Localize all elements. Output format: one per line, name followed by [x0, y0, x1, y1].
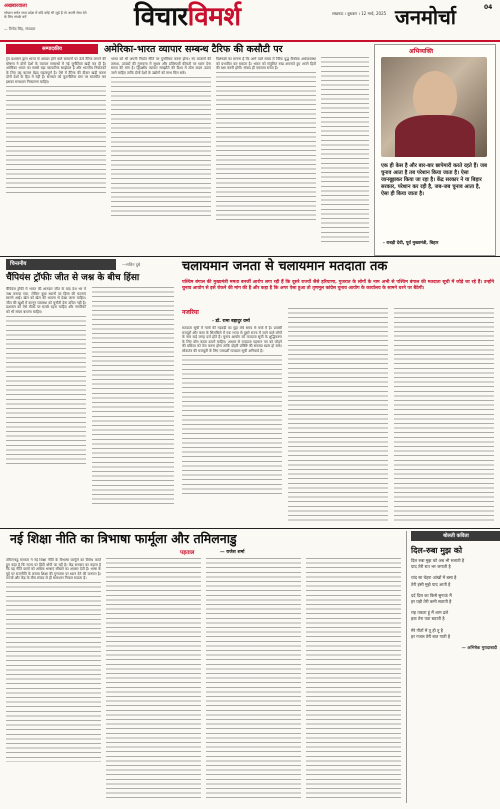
section-divider — [0, 528, 500, 529]
bottom-col-4 — [306, 558, 401, 804]
section-title-part2: विमर्श — [187, 2, 241, 32]
bolti-kavita-label — [411, 531, 500, 541]
filler-lines — [6, 582, 101, 762]
main-col-1 — [182, 326, 282, 526]
bottom-col-1 — [6, 558, 101, 804]
main-author: - डॉ. रामा बहादुर वर्मा — [212, 319, 250, 324]
chintan-col-2 — [92, 287, 174, 507]
opinion-label: अभिव्यक्ति — [409, 48, 434, 55]
editorial-col-3 — [216, 57, 316, 247]
editorial-text-2: भारत को भी अपनी निर्यात नीति पर पुनर्विचार करना होगा। नए बाजारों की तलाश, उत्पादों की गुणवत्ता में सुधार और प्रतिस्पर्धी कीमतों पर ध्यान देना समय की मांग है। द्विपक्षीय व्यापार समझौते की दिशा में ठोस कदम उठाए जाने चाहिए ताकि दोनों देशों के उद्योगों को लाभ मिल सके। — [111, 57, 211, 75]
chintan-headline: चैंपियंस ट्रॉफीः जीत से जश्न के बीच हिंसा — [6, 273, 140, 283]
chintan-label — [6, 259, 116, 270]
left-editor: — विनोद सिंह, संपादक — [4, 27, 36, 31]
opinion-attribution: - राबड़ी देवी, पूर्व मुख्यमंत्री, बिहार — [383, 241, 439, 246]
poem-line: हर गजल तेरी बात गाती है — [411, 633, 451, 639]
masthead-rule — [0, 40, 500, 42]
filler-lines — [206, 558, 301, 802]
portrait-garment — [395, 115, 475, 157]
editorial-col-1 — [6, 57, 106, 247]
bottom-text: तमिलनाडु सरकार ने नई शिक्षा नीति के त्रिभाषा फार्मूले का विरोध करते हुए कहा है कि राज्य पर हिंदी थोपी जा रही है। केंद्र सरकार का कहना है कि यह नीति छात्रों को अधिक भाषाएं सीखने का अवसर देती है। भाषा के मुद्दे पर राजनीति के बजाय शिक्षा की गुणवत्ता पर ध्यान देने की जरूरत है। राज्यों और केंद्र के बीच संवाद से ही समाधान निकल सकता है। — [6, 558, 101, 581]
filler-lines — [288, 308, 388, 524]
poem-line: तेरी हंसी मुझे याद आती है — [411, 581, 451, 587]
main-deck: पश्चिम बंगाल की मुख्यमंत्री ममता बनर्जी आरोप लगा रही हैं कि दूसरे राज्यों जैसे हरियाणा, गुजरात के लोगों के नाम अभी से पश्चिम बंगाल की मतदाता सूची में जोड़े जा रहे हैं। उन्होंने चुनाव आयोग से इसे रोकने की मांग की है और कहा है कि अगर ऐसा हुआ तो तृणमूल कांग्रेस चुनाव आयोग के कार्यालय के सामने धरने पर बैठेगी। — [182, 280, 494, 291]
filler-lines — [6, 316, 86, 466]
poem-line: याद तेरी रात भर जगाती है — [411, 564, 451, 570]
poem-line: दिल रुबा मुझ को अब भी रुलाती है — [411, 558, 465, 563]
poem-lines — [411, 558, 500, 639]
filler-lines — [306, 558, 401, 802]
main-text: मतदाता सूची में नामों की गड़बड़ी का मुद्दा लंबे समय से चर्चा में है। प्रवासी मजदूरों और काम के सिलसिले में एक राज्य से दूसरे राज्य में जाने वाले लोगों के नाम कई जगह दर्ज होते हैं। चुनाव आयोग को मतदाता सूची के शुद्धिकरण के लिए ठोस कदम उठाने चाहिए। आधार से मतदाता पहचान पत्र को जोड़ने की प्रक्रिया को तेज करना होगा ताकि दोहरी प्रविष्टि की समस्या खत्म हो सके। लोकतंत्र की मजबूती के लिए पारदर्शी मतदाता सूची अनिवार्य है। — [182, 326, 282, 353]
left-brand: अखबारवाला — [4, 3, 27, 9]
chintan-col-1 — [6, 287, 86, 507]
chintan-text: चैंपियंस ट्रॉफी में भारत की शानदार जीत के बाद देश भर में जश्न मनाया गया, लेकिन कुछ स्थानों पर हिंसा की घटनाएं सामने आईं। खेल को खेल की भावना से देखा जाना चाहिए। जीत की खुशी में कानून व्यवस्था को चुनौती देना उचित नहीं है। प्रशासन को ऐसे मौकों पर सतर्क रहना चाहिए और नागरिकों को भी संयम बरतना चाहिए। — [6, 287, 86, 314]
main-col-2 — [288, 308, 388, 526]
bottom-col-3 — [206, 558, 301, 804]
masthead — [0, 0, 500, 42]
left-note: भोपाल समेत मध्य प्रदेश में यदि कोई भी जुड़े हैं तो अपनी सेवा देने के लिए संपर्क करें — [4, 11, 87, 20]
editorial-text-1: ट्रंप प्रशासन द्वारा भारत से आयात होने वाले सामानों पर ऊंचे टैरिफ लगाने की घोषणा ने दोनों देशों के व्यापार सम्बन्धों में नई चुनौतियां खड़ी कर दी हैं। अमेरिका भारत का सबसे बड़ा व्यापारिक साझेदार है और भारतीय निर्यातकों के लिए यह बाजार बेहद महत्वपूर्ण है। ऐसे में टैरिफ की दीवार खड़ी करना दोनों देशों के हित में नहीं है। सरकार को कूटनीतिक स्तर पर बातचीत कर इसका समाधान निकालना चाहिए। — [6, 57, 106, 84]
main-col-3 — [394, 308, 494, 526]
poem-line: हर घड़ी तेरी कमी सताती है — [411, 599, 452, 605]
poem-line: मेरे गीतों में तू ही तू है — [411, 627, 443, 633]
poem-box — [406, 531, 500, 803]
page-number: 04 — [484, 4, 493, 11]
poem-poet: — अभिषेक मुरादाबादी — [461, 645, 497, 651]
filler-lines — [111, 77, 211, 217]
editorial-col-2 — [111, 57, 211, 247]
padtal-label: पड़ताल — [180, 550, 195, 556]
opinion-photo — [381, 57, 487, 157]
poem-line: दर्द दिल का किसे सुनाऊं मैं — [411, 592, 452, 598]
poem-line: चांद सा चेहरा आंखों में बसा है — [411, 575, 457, 581]
section-title-part1: विचार — [134, 2, 188, 32]
chintan-byline: —सचिन दुबे — [122, 262, 141, 267]
chintan-label-text: चिन्तनीय — [10, 261, 27, 267]
dateline: लखनऊ । बुधवार । 12 मार्च, 2025 — [332, 11, 387, 16]
editorial-label — [6, 44, 98, 54]
editorial-label-text: सम्पादकीय — [42, 46, 62, 52]
filler-lines — [182, 355, 282, 495]
filler-lines — [321, 57, 369, 245]
filler-lines — [394, 308, 494, 524]
main-headline: चलायमान जनता से चलायमान मतदाता तक — [182, 259, 388, 274]
bolti-kavita-label-text: बोलती कविता — [443, 533, 469, 539]
poem-title: दिल-रुबा मुझ को — [411, 545, 463, 555]
opinion-box — [374, 44, 496, 256]
filler-lines — [106, 558, 201, 802]
poem-line: राह तकता हूं मैं शाम ढले — [411, 610, 449, 616]
poem-line: हवा तेरा पता बताती है — [411, 616, 445, 622]
editorial-text-3: विशेषज्ञों का मानना है कि आने वाले समय में टैरिफ युद्ध वैश्विक अर्थव्यवस्था को प्रभावित कर सकता है। भारत को संतुलित रुख अपनाते हुए अपने हितों की रक्षा करनी होगी। संवाद ही एकमात्र रास्ता है। — [216, 57, 316, 71]
filler-lines — [92, 287, 174, 505]
section-title — [134, 2, 241, 32]
section-divider — [0, 256, 500, 257]
bottom-author: — राजेश शर्मा — [220, 550, 245, 555]
najariya-label: नजरिया — [182, 309, 199, 316]
brand-logo: जनमोर्चा — [395, 5, 456, 29]
bottom-col-2 — [106, 558, 201, 804]
editorial-headline: अमेरिका-भारत व्यापार सम्बन्ध टैरिफ की कसौटी पर — [104, 44, 283, 55]
editorial-col-4 — [321, 57, 369, 247]
portrait-figure — [413, 71, 457, 121]
opinion-quote: एक ही केस है और बार-बार छापेमारी करते रहते हैं। जब चुनाव आता है तब परेशान किया जाता है। ऐसा जानबूझकर किया जा रहा है। केंद्र सरकार ने या बिहार सरकार, परेशान कर रही है, जब-जब चुनाव आता है, ऐसा ही किया जाता है। — [381, 163, 487, 197]
bottom-headline: नई शिक्षा नीति का त्रिभाषा फार्मूला और तमिलनाडु — [10, 531, 237, 546]
filler-lines — [216, 72, 316, 222]
filler-lines — [6, 86, 106, 196]
